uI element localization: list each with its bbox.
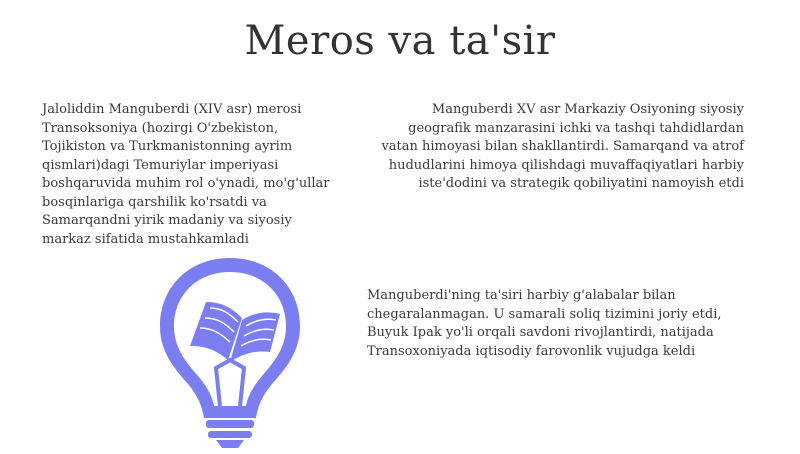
paragraph-geography: Manguberdi XV asr Markaziy Osiyoning siyosiy geografik manzarasini ichki va tashqi tahdidlardan vatan himoyasi bilan shakllantirdi. Samarqand va atrof hududlarini himoya qilishdagi muvaffaqiyatlari harbiy iste'dodini va strategik qobiliyatini namoyish etdi [381,102,744,191]
paragraph-influence: Manguberdi'ning ta'siri harbiy g'alabalar bilan chegaralanmagan. U samarali soliq tizimini joriy etdi, Buyuk Ipak yo'li orqali savdoni rivojlantirdi, natijada Transoxoniyada iqtisodiy farovonlik vujudga keldi [367,288,722,359]
slide-title: Meros va ta'sir [244,18,556,64]
paragraph-legacy: Jaloliddin Manguberdi (XIV asr) merosi Transoksoniya (hozirgi O'zbekiston, Tojikiston va Turkmanistonning ayrim qismlari)dagi Temuriylar imperiyasi boshqaruvida muhim rol o'ynadi, mo'g'ullar bosqinlariga qarshilik ko'rsatdi va Samarqandni yirik madaniy va siyosiy markaz sifatida mustahkamladi [42,102,330,247]
lightbulb-book-icon [150,250,310,450]
